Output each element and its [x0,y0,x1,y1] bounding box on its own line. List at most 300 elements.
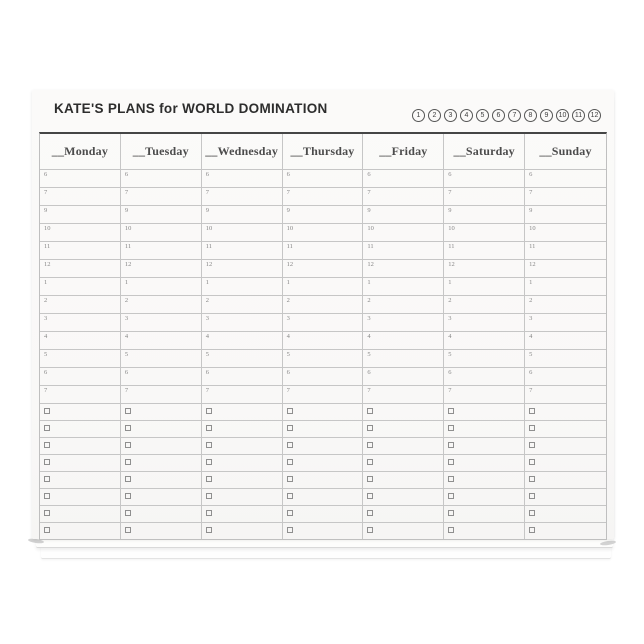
hour-cell [202,350,283,367]
checkbox-icon [367,510,373,516]
hour-label: 3 [205,315,209,322]
hour-label: 3 [448,315,452,322]
checkbox-cell [202,523,283,539]
page-number-circle: 4 [460,109,473,122]
checkbox-icon [206,442,212,448]
hour-label: 5 [367,351,371,358]
day-header-label: __Monday [51,144,109,158]
hour-label: 7 [124,189,129,196]
page-number-circle: 2 [428,109,441,122]
hour-cell [283,386,364,403]
hour-label: 6 [367,171,371,178]
hour-label: 11 [44,243,51,250]
checkbox-row [40,471,606,488]
checkbox-cell [363,506,444,522]
checkbox-icon [529,442,535,448]
hour-cell [121,296,202,313]
hour-label: 6 [448,369,452,376]
checkbox-cell [525,472,606,488]
day-header-cell [525,134,606,169]
hour-label: 7 [367,387,371,394]
hour-label: 7 [529,387,533,394]
checkbox-icon [125,459,131,465]
hour-label: 12 [448,261,455,268]
hour-cell [363,242,444,259]
checkbox-row [40,437,606,454]
checkbox-cell [202,438,283,454]
hour-cell [363,224,444,241]
hour-cell [444,278,525,295]
hour-row [40,313,606,331]
hour-cell [444,386,525,403]
day-header-label: __Saturday [453,144,515,158]
checkbox-icon [44,408,50,414]
page-number-circle: 12 [588,109,601,122]
hour-cell [525,386,606,403]
checkbox-icon [529,408,535,414]
hour-cell [363,296,444,313]
hour-label: 3 [124,315,129,322]
planner-table [39,132,607,540]
hour-label: 1 [367,279,371,286]
checkbox-icon [448,425,454,431]
hour-label: 7 [44,189,48,196]
checkbox-cell [525,404,606,420]
hour-label: 4 [448,333,452,340]
hour-label: 2 [124,297,129,304]
checkbox-cell [202,506,283,522]
hour-row [40,241,606,259]
checkbox-cell [525,455,606,471]
hour-cell [40,314,121,331]
hour-row [40,259,606,277]
hour-label: 1 [44,279,48,286]
hour-label: 5 [448,351,452,358]
hour-label: 3 [367,315,371,322]
day-header-label: __Friday [379,144,428,158]
day-header-row [40,134,606,169]
day-header-label: __Sunday [539,144,592,158]
checkbox-icon [287,476,293,482]
hour-cell [444,314,525,331]
checkbox-cell [363,404,444,420]
hour-cell [525,332,606,349]
hour-label: 2 [529,297,533,304]
hour-label: 7 [286,189,290,196]
hour-cell [121,260,202,277]
hour-cell [444,224,525,241]
checkbox-cell [444,438,525,454]
hour-label: 1 [286,279,290,286]
checkbox-icon [206,459,212,465]
checkbox-cell [283,404,364,420]
hour-cell [121,278,202,295]
hour-cell [40,368,121,385]
hour-cell [121,350,202,367]
hour-label: 2 [44,297,48,304]
checkbox-icon [367,459,373,465]
hour-label: 2 [205,297,209,304]
checkbox-icon [367,442,373,448]
checkbox-cell [121,438,202,454]
checkbox-cell [121,404,202,420]
hour-label: 11 [529,243,536,250]
checkbox-cell [121,421,202,437]
hour-cell [283,206,364,223]
hour-cell [363,278,444,295]
day-header-cell [121,134,202,169]
hour-label: 6 [529,369,533,376]
hour-cell [444,170,525,187]
hour-cell [283,278,364,295]
hour-row [40,205,606,223]
hour-cell [121,242,202,259]
day-header-cell [202,134,283,169]
hour-row [40,349,606,367]
hour-cell [444,260,525,277]
checkbox-icon [44,442,50,448]
checkbox-cell [121,506,202,522]
page-number-circle: 3 [444,109,457,122]
page-number-circle: 11 [572,109,585,122]
hour-label: 1 [205,279,209,286]
hour-cell [363,386,444,403]
checkbox-cell [283,506,364,522]
hour-label: 1 [124,279,129,286]
checkbox-cell [40,472,121,488]
checkbox-cell [202,489,283,505]
hour-cell [121,188,202,205]
checkbox-icon [125,527,131,533]
checkbox-cell [363,455,444,471]
checkbox-cell [202,472,283,488]
hour-label: 7 [529,189,533,196]
hour-cell [283,224,364,241]
hour-cell [121,368,202,385]
notepad-title: KATE'S PLANS for WORLD DOMINATION [54,101,328,116]
checkbox-cell [40,455,121,471]
hour-label: 6 [367,369,371,376]
hour-label: 5 [124,351,129,358]
hour-label: 9 [124,207,129,214]
checkbox-cell [525,523,606,539]
hour-label: 9 [529,207,533,214]
checkbox-cell [202,404,283,420]
hour-label: 9 [44,207,48,214]
checkbox-cell [363,472,444,488]
hour-label: 6 [286,369,290,376]
day-header-cell [283,134,364,169]
hour-cell [121,332,202,349]
hour-cell [363,206,444,223]
checkbox-icon [287,510,293,516]
page-number-circle: 8 [524,109,537,122]
hour-row [40,187,606,205]
checkbox-cell [121,489,202,505]
hour-cell [40,206,121,223]
checkbox-icon [287,493,293,499]
checkbox-icon [529,459,535,465]
checkbox-row [40,420,606,437]
checkbox-cell [444,421,525,437]
page-number-circles [412,109,601,122]
hour-cell [40,332,121,349]
checkbox-icon [448,459,454,465]
checkbox-icon [125,442,131,448]
checkbox-cell [40,421,121,437]
hour-cell [525,368,606,385]
hour-cell [202,170,283,187]
hour-label: 9 [286,207,290,214]
checkbox-cell [40,489,121,505]
hour-cell [283,188,364,205]
hour-cell [40,350,121,367]
checkbox-icon [44,425,50,431]
hour-label: 4 [286,333,290,340]
checkbox-icon [367,527,373,533]
hour-row [40,223,606,241]
hour-label: 11 [286,243,293,250]
checkbox-cell [525,438,606,454]
checkbox-row [40,454,606,471]
checkbox-cell [40,523,121,539]
checkbox-icon [448,408,454,414]
checkbox-icon [529,493,535,499]
hour-cell [363,188,444,205]
hour-label: 1 [529,279,533,286]
checkbox-icon [206,510,212,516]
hour-cell [202,332,283,349]
hour-cell [283,350,364,367]
checkbox-icon [529,510,535,516]
checkbox-icon [125,425,131,431]
hour-label: 1 [448,279,452,286]
hour-label: 6 [286,171,290,178]
hour-cell [40,260,121,277]
hour-cell [283,170,364,187]
hour-label: 9 [367,207,371,214]
checkbox-icon [125,493,131,499]
hour-label: 4 [44,333,48,340]
checkbox-cell [40,438,121,454]
checkbox-icon [206,493,212,499]
checkbox-icon [529,476,535,482]
hour-label: 11 [124,243,132,250]
hour-cell [202,224,283,241]
day-header-cell [444,134,525,169]
checkbox-icon [448,527,454,533]
checkbox-icon [287,527,293,533]
hour-label: 12 [124,261,132,268]
checkbox-icon [206,476,212,482]
hour-cell [202,368,283,385]
hour-cell [525,296,606,313]
hour-label: 5 [44,351,48,358]
hour-cell [283,368,364,385]
hour-row [40,367,606,385]
hour-label: 2 [367,297,371,304]
hour-cell [525,314,606,331]
notepad-top-sheet [32,90,614,539]
page-number-circle: 7 [508,109,521,122]
checkbox-row [40,488,606,505]
hour-label: 12 [529,261,536,268]
hour-label: 12 [205,261,213,268]
checkbox-icon [448,442,454,448]
checkbox-cell [525,489,606,505]
hour-label: 12 [367,261,374,268]
hour-cell [363,260,444,277]
page-number-circle: 6 [492,109,505,122]
hour-cell [121,386,202,403]
hour-cell [444,368,525,385]
hour-cell [525,188,606,205]
checkbox-icon [125,476,131,482]
checkbox-cell [444,455,525,471]
hour-label: 9 [205,207,209,214]
hour-cell [202,386,283,403]
checkbox-cell [283,523,364,539]
hour-label: 3 [44,315,48,322]
hour-cell [525,350,606,367]
checkbox-cell [444,472,525,488]
checkbox-icon [44,459,50,465]
checkbox-cell [283,489,364,505]
hour-cell [202,260,283,277]
hour-label: 12 [286,261,294,268]
checkbox-icon [44,510,50,516]
hour-cell [525,242,606,259]
hour-cell [363,368,444,385]
hour-cell [525,278,606,295]
checkbox-icon [367,408,373,414]
checkbox-icon [367,425,373,431]
checkbox-icon [287,442,293,448]
hour-cell [202,278,283,295]
checkbox-icon [206,527,212,533]
hour-row [40,331,606,349]
checkbox-icon [287,408,293,414]
checkbox-cell [444,404,525,420]
hour-label: 6 [529,171,533,178]
hour-cell [525,224,606,241]
hour-cell [202,206,283,223]
checkbox-cell [283,438,364,454]
hour-label: 10 [529,225,536,232]
hour-label: 10 [205,225,213,232]
day-header-label: __Thursday [290,144,355,158]
hour-cell [525,260,606,277]
hour-label: 4 [205,333,209,340]
hour-cell [121,314,202,331]
day-header-label: __Wednesday [205,144,279,158]
hour-label: 3 [529,315,533,322]
hour-cell [121,224,202,241]
checkbox-cell [40,404,121,420]
checkbox-icon [287,425,293,431]
hour-label: 11 [367,243,374,250]
hour-cell [40,188,121,205]
hour-label: 10 [448,225,455,232]
hour-cell [202,314,283,331]
checkbox-cell [363,421,444,437]
hour-label: 3 [286,315,290,322]
hour-cell [121,170,202,187]
checkbox-row [40,505,606,522]
hour-label: 7 [448,189,452,196]
checkbox-row [40,403,606,420]
checkbox-row [40,522,606,539]
checkbox-cell [525,506,606,522]
hour-label: 5 [286,351,290,358]
hour-cell [40,278,121,295]
hour-cell [444,206,525,223]
day-header-label: __Tuesday [132,144,189,158]
checkbox-icon [448,510,454,516]
hour-label: 6 [448,171,452,178]
checkbox-cell [121,455,202,471]
page-number-circle: 1 [412,109,425,122]
hour-cell [444,188,525,205]
page-number-circle: 9 [540,109,553,122]
hour-label: 6 [44,369,48,376]
hour-cell [202,242,283,259]
hour-cell [283,260,364,277]
checkbox-icon [44,493,50,499]
hour-label: 4 [529,333,533,340]
checkbox-cell [363,489,444,505]
hour-cell [525,170,606,187]
checkbox-icon [206,408,212,414]
hour-row [40,385,606,403]
hour-label: 10 [286,225,294,232]
hour-label: 6 [44,171,48,178]
hour-label: 10 [44,225,51,232]
checkbox-cell [283,455,364,471]
hour-cell [40,296,121,313]
checkbox-cell [202,455,283,471]
hour-label: 10 [367,225,374,232]
hour-cell [283,332,364,349]
hour-cell [283,314,364,331]
hour-label: 7 [367,189,371,196]
checkbox-cell [525,421,606,437]
hour-cell [40,170,121,187]
checkbox-icon [44,527,50,533]
hour-label: 6 [124,171,129,178]
page-number-circle: 10 [556,109,569,122]
hour-row [40,277,606,295]
checkbox-cell [121,523,202,539]
checkbox-icon [529,425,535,431]
hour-row [40,295,606,313]
hour-cell [363,350,444,367]
checkbox-cell [283,472,364,488]
checkbox-cell [363,523,444,539]
checkbox-icon [448,493,454,499]
hour-cell [444,296,525,313]
hour-label: 6 [205,171,209,178]
hour-cell [202,296,283,313]
hour-cell [525,206,606,223]
day-header-cell [363,134,444,169]
hour-label: 5 [529,351,533,358]
hour-label: 7 [448,387,452,394]
checkbox-cell [444,506,525,522]
checkbox-cell [40,506,121,522]
checkbox-cell [283,421,364,437]
hour-row [40,169,606,187]
